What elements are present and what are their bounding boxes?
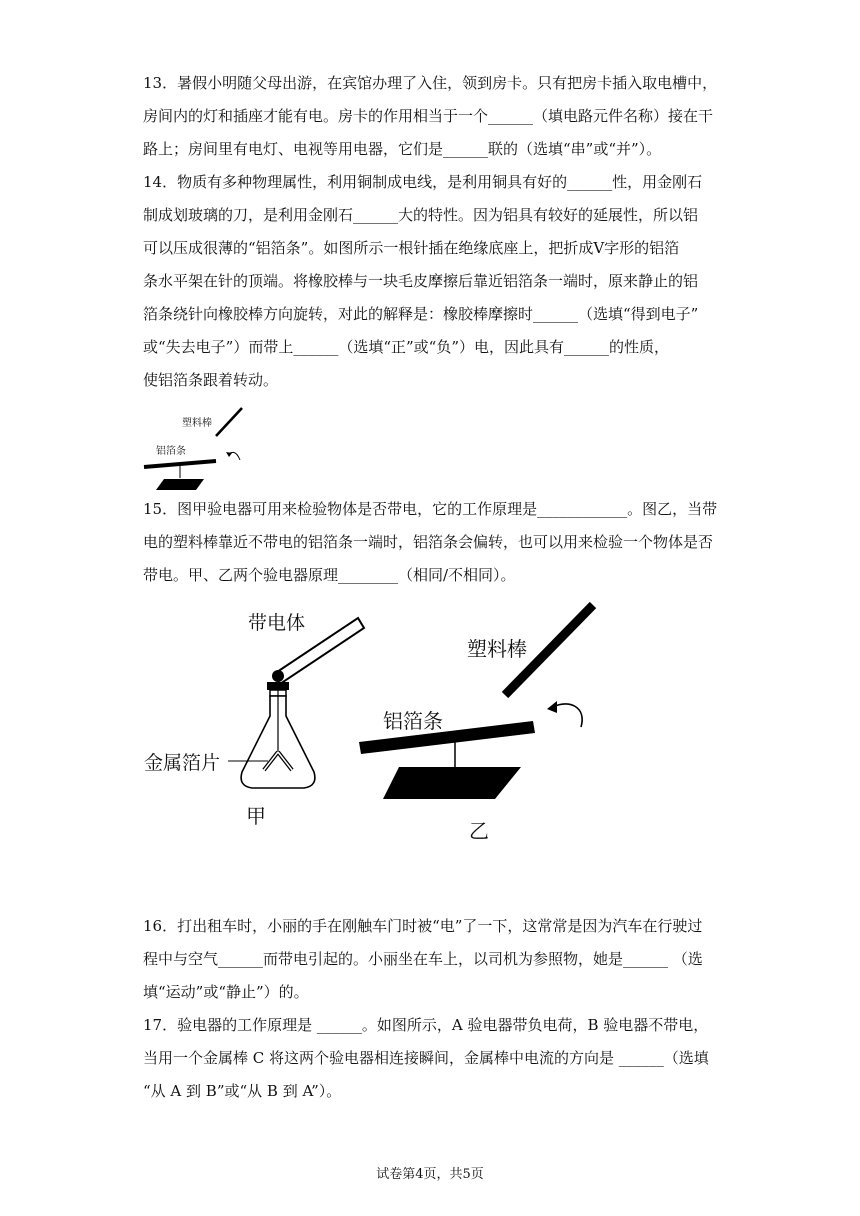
q14-line-2: 制成划玻璃的刀，是利用金刚石______大的特性。因为铝具有较好的延展性，所以铝 [143,206,699,224]
q15-line-1: 15．图甲验电器可用来检验物体是否带电，它的工作原理是____________。图乙，当带 [143,500,718,518]
q14-line-5: 箔条绕针向橡胶棒方向旋转，对此的解释是：橡胶棒摩擦时______（选填“得到电子” [143,305,699,323]
metal-foil-label: 金属箔片 [144,752,221,774]
q16-line-1: 16．打出租车时，小丽的手在刚触车门时被“电”了一下，这常常是因为汽车在行驶过 [143,917,703,935]
figure-jia [140,604,380,834]
q16-line-3: 填“运动”或“静止”）的。 [143,983,309,1001]
q16-line-2: 程中与空气______而带电引起的。小丽坐在车上，以司机为参照物，她是______ （选 [143,950,703,968]
page-footer: 试卷第4页，共5页 [376,1167,484,1182]
base [383,767,521,799]
q17-line-3: “从 A 到 B”或“从 B 到 A”）。 [143,1082,342,1100]
q17-line-2: 当用一个金属棒 C 将这两个验电器相连接瞬间，金属棒中电流的方向是 ______（选填 [143,1049,709,1067]
q14-line-4: 条水平架在针的顶端。将橡胶棒与一块毛皮摩擦后靠近铝箔条一端时，原来静止的铝 [143,272,699,290]
q13-line-2: 房间内的灯和插座才能有电。房卡的作用相当于一个______（填电路元件名称）接在干 [143,107,714,125]
small-rod-label: 塑料棒 [182,418,212,429]
q14-line-6: 或“失去电子”）而带上______（选填“正”或“负”）电，因此具有______的性质， [143,338,670,356]
rotation-arrow [553,704,582,727]
q13-line-1: 13．暑假小明随父母出游，在宾馆办理了入住，领到房卡。只有把房卡插入取电槽中， [143,74,718,92]
foil-strip-label: 铝箔条 [383,709,443,733]
q14-line-1: 14．物质有多种物理属性，利用铜制成电线，是利用铜具有好的______性，用金刚石 [143,173,703,191]
q14-line-7: 使铝箔条跟着转动。 [143,371,279,389]
q15-line-3: 带电。甲、乙两个验电器原理________（相同/不相同）。 [143,566,516,584]
q15-line-2: 电的塑料棒靠近不带电的铝箔条一端时，铝箔条会偏转，也可以用来检验一个物体是否 [143,533,714,551]
q17-line-1: 17．验电器的工作原理是 ______。如图所示，A 验电器带负电荷，B 验电器不带电， [143,1016,709,1034]
figure-jia-caption: 甲 [246,804,266,828]
flask-stopper [267,682,289,690]
plastic-rod [216,408,242,436]
figure-yi [355,595,605,845]
q14-figure [140,402,260,494]
electroscope-knob [272,670,284,682]
base [156,479,204,490]
small-foil-label: 铝箔条 [156,446,186,457]
charged-body-label: 带电体 [248,612,306,634]
q14-line-3: 可以压成很薄的“铝箔条”。如图所示一根针插在绝缘底座上，把折成V字形的铝箔 [143,239,680,257]
plastic-rod-label: 塑料棒 [467,637,527,661]
q13-line-3: 路上；房间里有电灯、电视等用电器，它们是______联的（选填“串”或“并”）。 [143,140,662,158]
figure-yi-caption: 乙 [469,819,489,843]
